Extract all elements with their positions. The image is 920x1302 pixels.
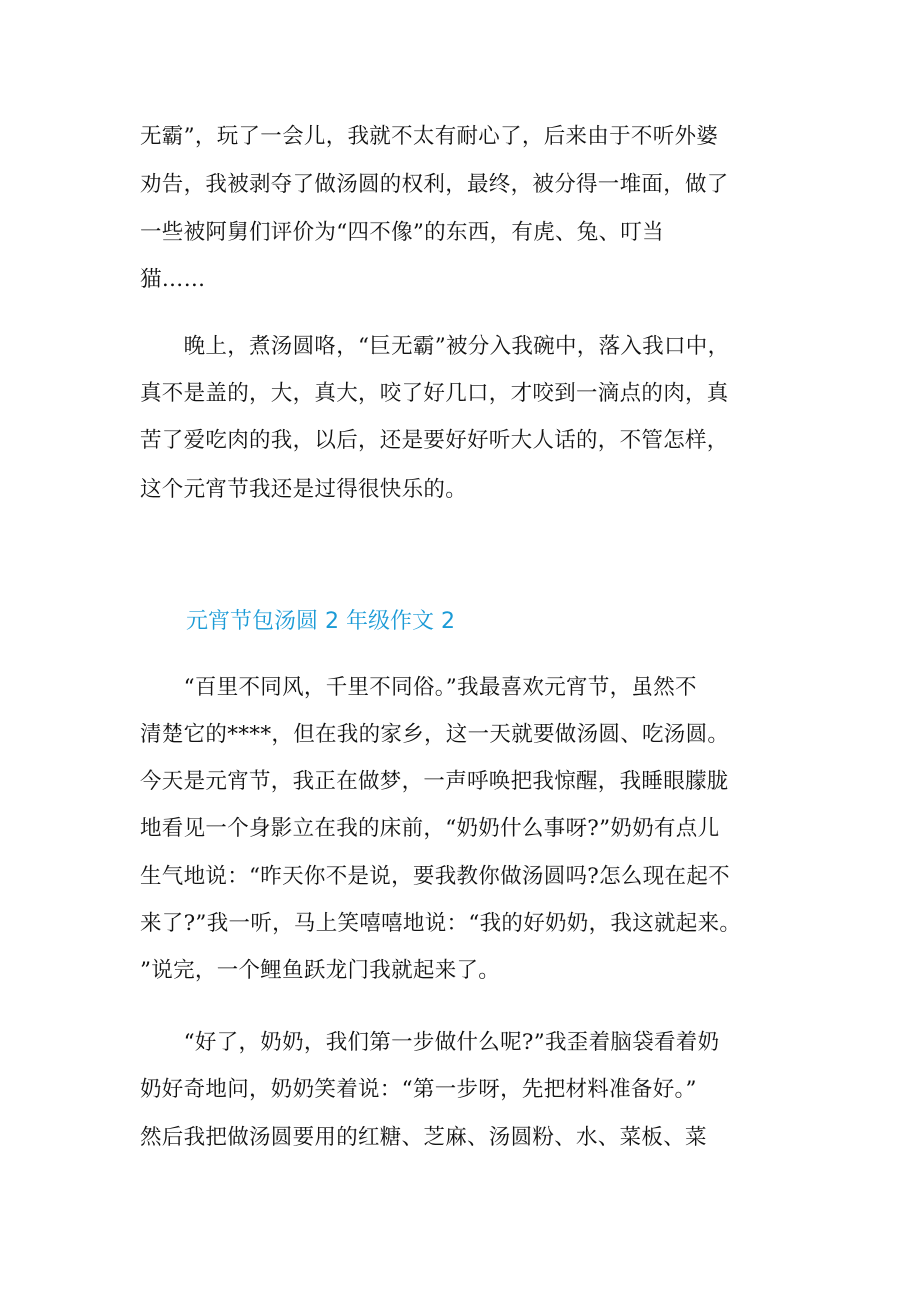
text-line: 来了?”我一听，马上笑嘻嘻地说：“我的好奶奶，我这就起来。 — [140, 911, 742, 936]
text-line: 真不是盖的，大，真大，咬了好几口，才咬到一滴点的肉，真 — [140, 381, 729, 406]
text-line: 晚上，煮汤圆咯，“巨无霸”被分入我碗中，落入我口中， — [140, 334, 730, 359]
section-title: 元宵节包汤圆 2 年级作文 2 — [186, 609, 455, 634]
text-line: 苦了爱吃肉的我，以后，还是要好好听大人话的，不管怎样， — [140, 428, 729, 453]
text-line: 地看见一个身影立在我的床前，“奶奶什么事呀?”奶奶有点儿 — [140, 816, 720, 841]
text-line: 劝告，我被剥夺了做汤圆的权利，最终，被分得一堆面，做了 — [140, 172, 729, 197]
text-line: 然后我把做汤圆要用的红糖、芝麻、汤圆粉、水、菜板、菜 — [140, 1125, 707, 1150]
text-line: 奶好奇地问，奶奶笑着说：“第一步呀，先把材料准备好。” — [140, 1077, 697, 1102]
text-line: 一些被阿舅们评价为“四不像”的东西，有虎、兔、叮当 — [140, 220, 664, 245]
text-line: 生气地说：“昨天你不是说，要我教你做汤圆吗?怎么现在起不 — [140, 864, 730, 889]
text-line: 无霸”，玩了一会儿，我就不太有耐心了，后来由于不听外婆 — [140, 124, 719, 149]
text-line: 猫…… — [140, 267, 206, 292]
text-line: “好了，奶奶，我们第一步做什么呢?”我歪着脑袋看着奶 — [140, 1030, 720, 1055]
text-line: 这个元宵节我还是过得很快乐的。 — [140, 477, 468, 502]
text-line: 今天是元宵节，我正在做梦，一声呼唤把我惊醒，我睡眼朦胧 — [140, 769, 729, 794]
text-line: 清楚它的****，但在我的家乡，这一天就要做汤圆、吃汤圆。 — [140, 722, 730, 747]
text-line: “百里不同风，千里不同俗。”我最喜欢元宵节，虽然不 — [140, 675, 697, 700]
text-line: ”说完，一个鲤鱼跃龙门我就起来了。 — [140, 958, 501, 983]
